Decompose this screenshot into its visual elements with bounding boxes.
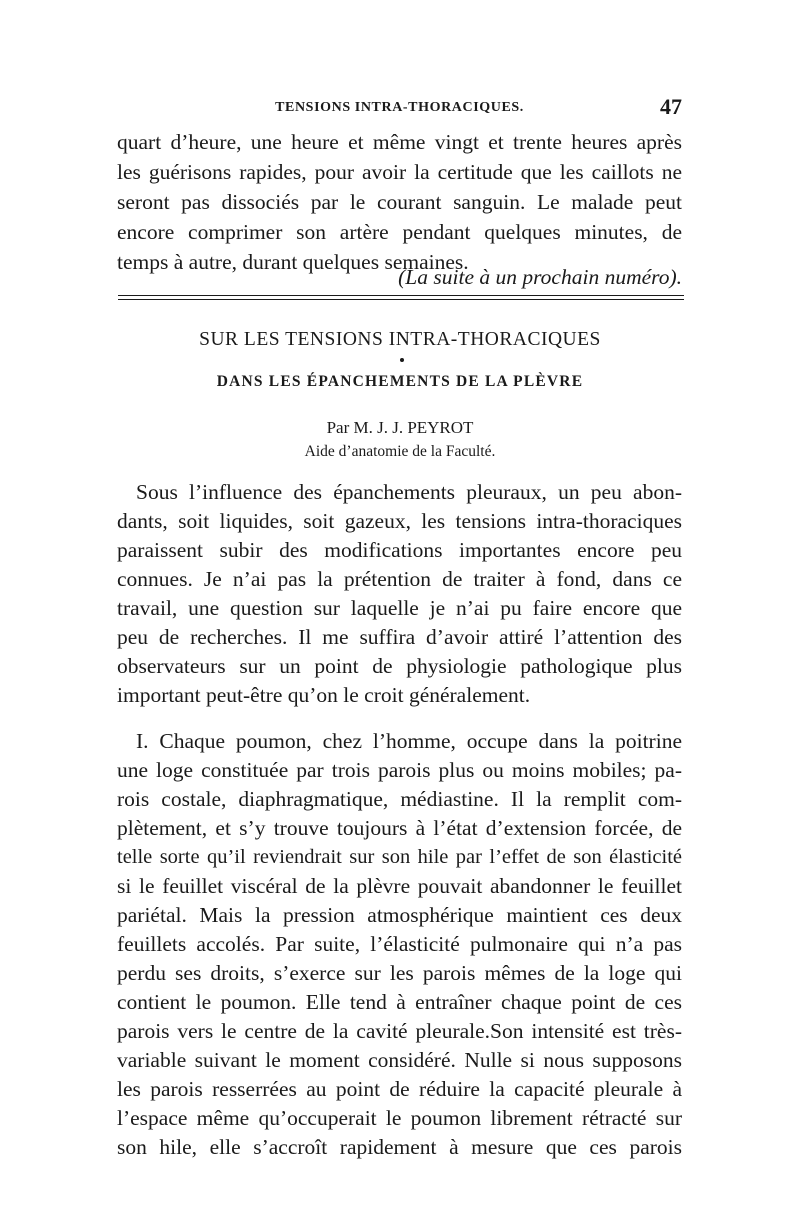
intro-line: observateurs sur un point de physiologie pathologique plus <box>117 654 682 678</box>
intro-line: peu de recherches. Il me suffira d’avoir attiré l’attention des <box>117 625 682 649</box>
section-one-line: parois vers le centre de la cavité pleurale.Son intensité est très- <box>117 1019 682 1043</box>
previous-article-line: temps à autre, durant quelques semaines. <box>117 250 469 274</box>
article-subtitle: DANS LES ÉPANCHEMENTS DE LA PLÈVRE <box>216 373 584 390</box>
separator-rule <box>118 299 684 300</box>
section-one-line: si le feuillet viscéral de la plèvre pouvait abandonner le feuillet <box>117 874 682 898</box>
previous-article-line: quart d’heure, une heure et même vingt et trente heures après <box>117 130 682 154</box>
section-one-line: pariétal. Mais la pression atmosphérique maintient ces deux <box>117 903 682 927</box>
section-one-line: rois costale, diaphragmatique, médiastine. Il la remplit com- <box>117 787 682 811</box>
page-number: 47 <box>660 94 682 119</box>
intro-line: paraissent subir des modifications importantes encore peu <box>117 538 682 562</box>
section-one-line: une loge constituée par trois parois plus ou moins mobiles; pa- <box>117 758 682 782</box>
section-one-line: son hile, elle s’accroît rapidement à mesure que ces parois <box>117 1135 682 1159</box>
article-author: Par M. J. J. PEYROT <box>326 418 474 437</box>
section-one-line: contient le poumon. Elle tend à entraîner chaque point de ces <box>117 990 682 1014</box>
intro-line: travail, une question sur laquelle je n’ai pu faire encore que <box>117 596 682 620</box>
running-head <box>117 94 682 124</box>
section-one-line: plètement, et s’y trouve toujours à l’état d’extension forcée, de <box>117 816 682 840</box>
section-one-line: I. Chaque poumon, chez l’homme, occupe dans la poitrine <box>136 729 682 753</box>
section-one-line: les parois resserrées au point de réduire la capacité pleurale à <box>117 1077 682 1101</box>
previous-article-line: les guérisons rapides, pour avoir la certitude que les caillots ne <box>117 160 682 184</box>
section-one-line: perdu ses droits, s’exerce sur les parois mêmes de la loge qui <box>117 961 682 985</box>
section-one-line: variable suivant le moment considéré. Nulle si nous supposons <box>117 1048 682 1072</box>
ornament-dot <box>400 358 404 362</box>
previous-article-line: encore comprimer son artère pendant quelques minutes, de <box>117 220 682 244</box>
intro-line: important peut-être qu’on le croit généralement. <box>117 683 531 707</box>
section-one-line: telle sorte qu’il reviendrait sur son hile par l’effet de son élasticité <box>117 846 682 868</box>
article-title: SUR LES TENSIONS INTRA-THORACIQUES <box>199 329 601 350</box>
running-title: TENSIONS INTRA-THORACIQUES. <box>275 100 524 115</box>
separator-rule <box>118 295 684 296</box>
previous-article-line: seront pas dissociés par le courant sanguin. Le malade peut <box>117 190 682 214</box>
author-affiliation: Aide d’anatomie de la Faculté. <box>304 443 496 460</box>
intro-line: Sous l’influence des épanchements pleuraux, un peu abon- <box>136 480 682 504</box>
intro-line: dants, soit liquides, soit gazeux, les tensions intra-thoraciques <box>117 509 682 533</box>
section-one-line: feuillets accolés. Par suite, l’élasticité pulmonaire qui n’a pas <box>117 932 682 956</box>
intro-line: connues. Je n’ai pas la prétention de traiter à fond, dans ce <box>117 567 682 591</box>
continuation-note: (La suite à un prochain numéro). <box>398 265 682 289</box>
section-one-line: l’espace même qu’occuperait le poumon librement rétracté sur <box>117 1106 682 1130</box>
